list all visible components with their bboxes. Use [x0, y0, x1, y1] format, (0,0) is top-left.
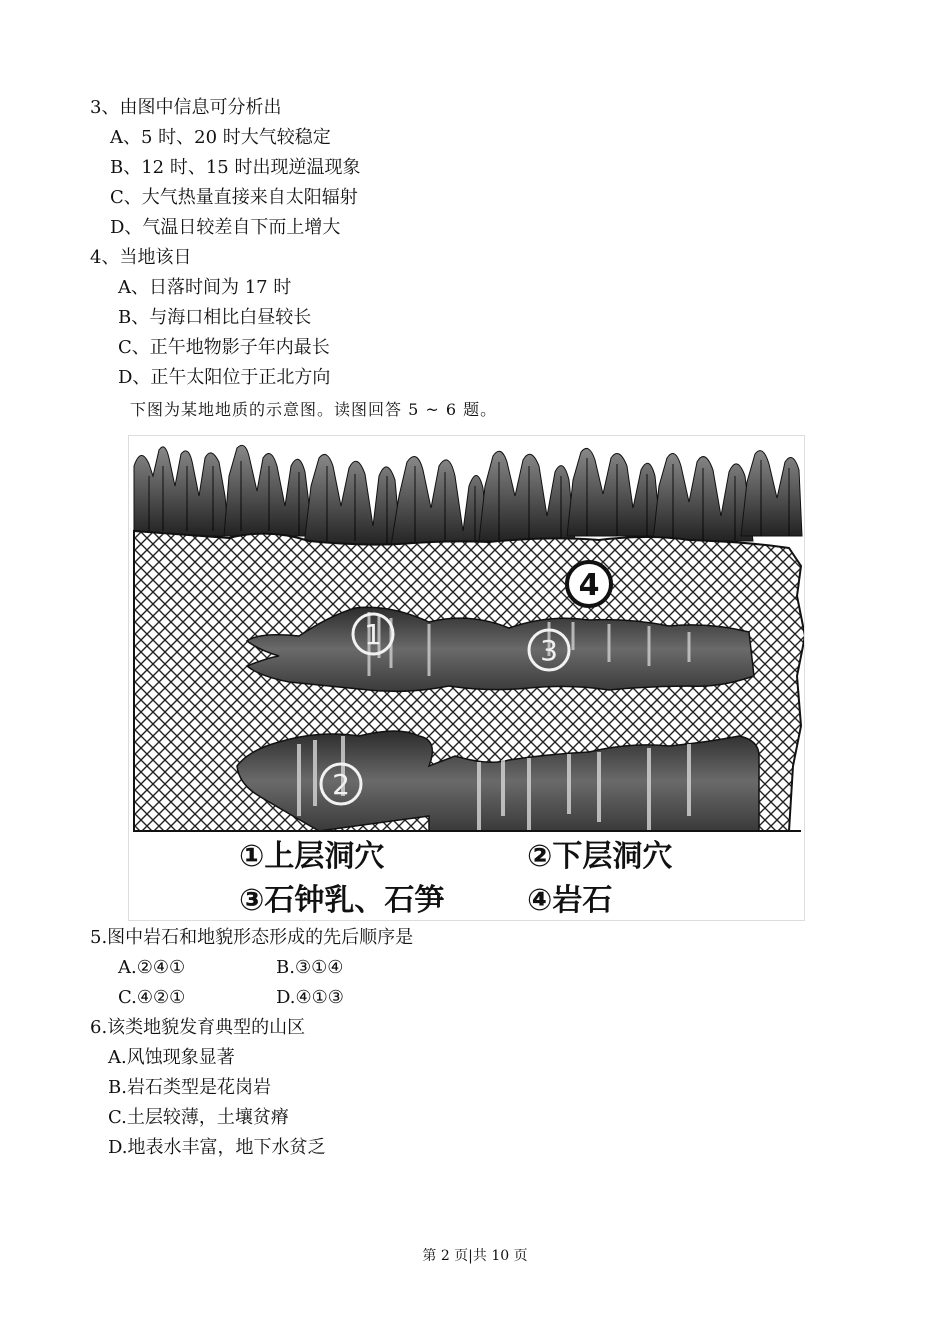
legend-stalactite: ③石钟乳、石笋: [239, 883, 445, 918]
svg-text:2: 2: [332, 768, 350, 801]
question-5-stem: 5.图中岩石和地貌形态形成的先后顺序是: [90, 927, 414, 948]
question-4-option-b: B、与海口相比白昼较长: [118, 307, 312, 328]
question-3-option-b: B、12 时、15 时出现逆温现象: [110, 157, 361, 178]
question-3-stem: 3、由图中信息可分析出: [90, 97, 282, 118]
legend-upper-cave: ①上层洞穴: [239, 839, 385, 874]
question-6-option-d: D.地表水丰富，地下水贫乏: [108, 1137, 326, 1158]
marker-4: [567, 562, 611, 606]
question-6-option-c: C.土层较薄，土壤贫瘠: [108, 1107, 289, 1128]
question-3-option-d: D、气温日较差自下而上增大: [110, 217, 341, 238]
question-4-option-c: C、正午地物影子年内最长: [118, 337, 330, 358]
question-5-option-a: A.②④①: [118, 957, 186, 978]
question-3-option-a: A、5 时、20 时大气较稳定: [110, 127, 331, 148]
legend-rock: ④岩石: [527, 883, 613, 918]
question-6-stem: 6.该类地貌发育典型的山区: [90, 1017, 306, 1038]
svg-text:3: 3: [540, 634, 558, 667]
question-4-option-a: A、日落时间为 17 时: [118, 277, 292, 298]
question-5-option-b: B.③①④: [276, 957, 344, 978]
karst-cave-diagram: [128, 435, 805, 921]
legend-lower-cave: ②下层洞穴: [527, 839, 673, 874]
question-6-option-a: A.风蚀现象显著: [108, 1047, 235, 1068]
svg-text:1: 1: [364, 618, 382, 651]
figure-intro: 下图为某地地质的示意图。读图回答 5 ~ 6 题。: [130, 400, 498, 419]
svg-text:4: 4: [578, 568, 600, 603]
karst-peaks: [134, 445, 802, 546]
question-4-option-d: D、正午太阳位于正北方向: [118, 367, 331, 388]
question-3-option-c: C、大气热量直接来自太阳辐射: [110, 187, 358, 208]
page-footer: 第 2 页|共 10 页: [422, 1248, 528, 1264]
question-5-option-d: D.④①③: [276, 987, 344, 1008]
question-5-option-c: C.④②①: [118, 987, 186, 1008]
question-4-stem: 4、当地该日: [90, 247, 192, 268]
question-6-option-b: B.岩石类型是花岗岩: [108, 1077, 271, 1098]
